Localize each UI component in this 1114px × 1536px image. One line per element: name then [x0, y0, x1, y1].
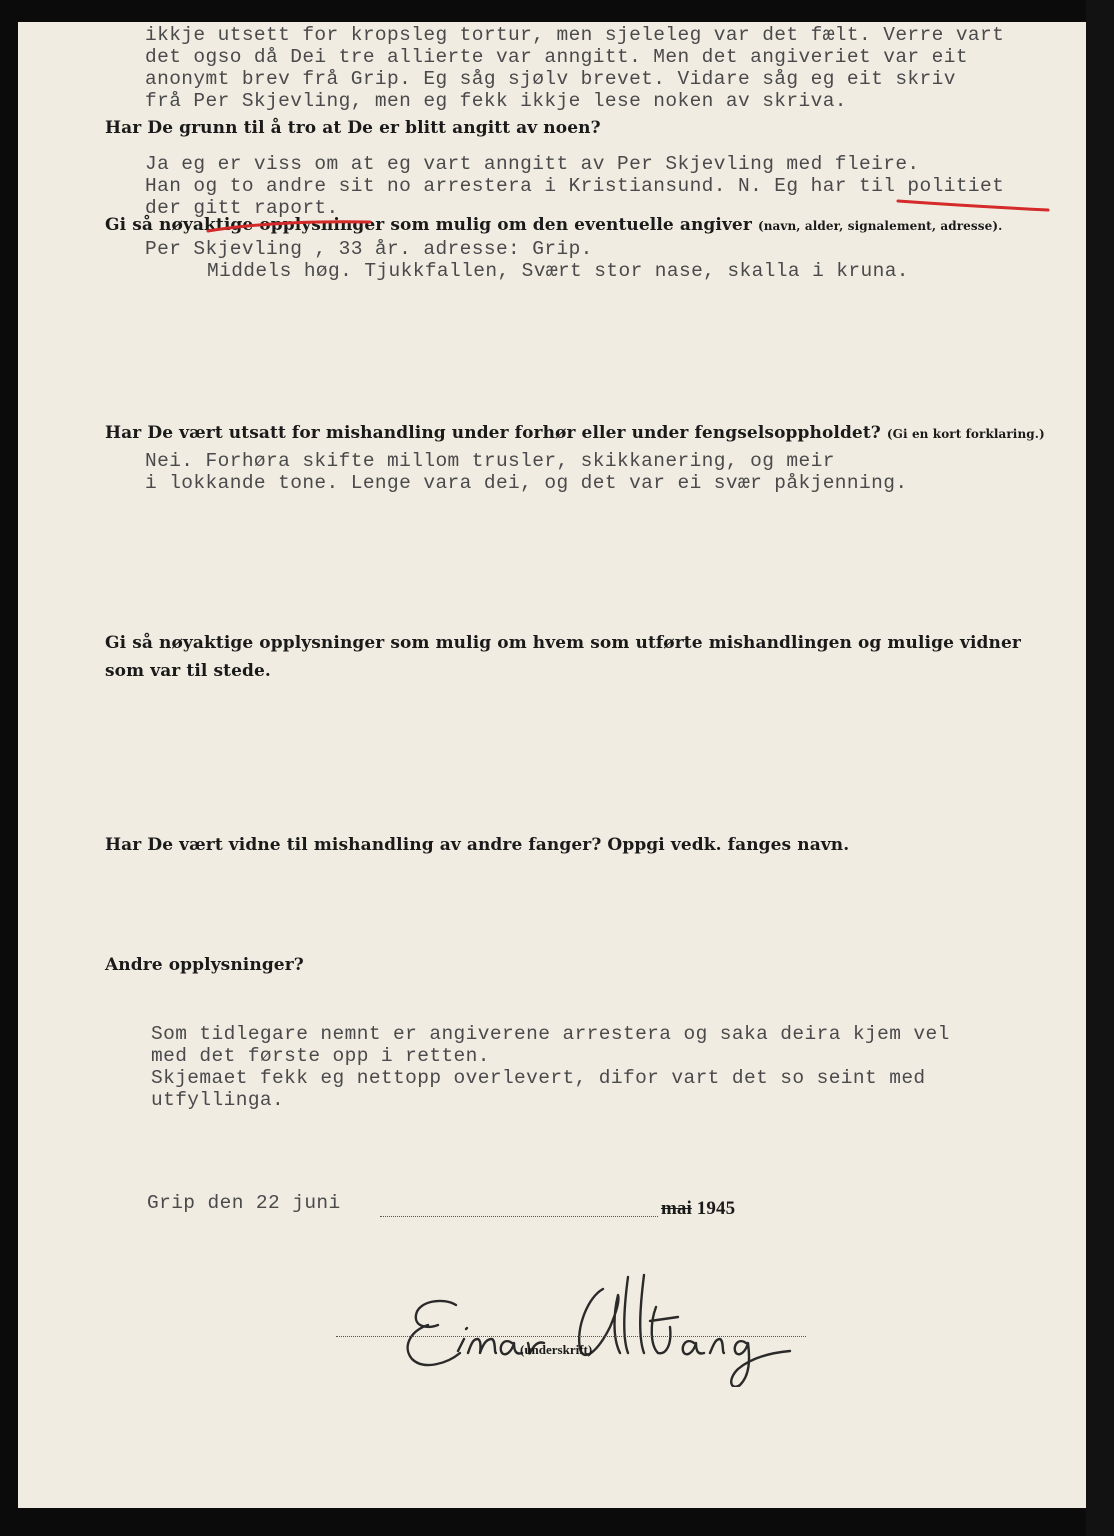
- place-date-typed: Grip den 22 juni: [147, 1192, 341, 1214]
- handwritten-signature: [388, 1267, 818, 1387]
- typed-line: Per Skjevling , 33 år. adresse: Grip.: [145, 238, 593, 260]
- form-page: [18, 22, 1086, 1508]
- typed-line: anonymt brev frå Grip. Eg såg sjølv brevet. Vidare såg eg eit skriv: [145, 68, 956, 90]
- printed-month-struck: mai: [661, 1198, 692, 1219]
- typed-line: Skjemaet fekk eg nettopp overlevert, difor vart det so seint med: [151, 1067, 926, 1089]
- red-underline-marks: [18, 22, 1086, 262]
- typed-line: Han og to andre sit no arrestera i Kristiansund. N. Eg har til politiet: [145, 175, 1005, 197]
- question-informer-label: Gi så nøyaktige opplysninger som mulig om den eventuelle angiver: [105, 215, 752, 235]
- signature-label: (underskrift): [520, 1342, 593, 1357]
- date-dotted-line: [380, 1216, 658, 1217]
- typed-line: frå Per Skjevling, men eg fekk ikkje lese noken av skriva.: [145, 90, 847, 112]
- question-perpetrators-line: Gi så nøyaktige opplysninger som mulig om hvem som utførte mishandlingen og mulige vidner: [105, 633, 1021, 653]
- typed-line: Som tidlegare nemnt er angiverene arrestera og saka deira kjem vel: [151, 1023, 950, 1045]
- question-witness: Har De vært vidne til mishandling av andre fanger? Oppgi vedk. fanges navn.: [105, 835, 850, 855]
- printed-year: 1945: [696, 1198, 736, 1219]
- scan-border: [1086, 0, 1114, 1536]
- question-denounced: Har De grunn til å tro at De er blitt angitt av noen?: [105, 118, 601, 138]
- typed-line: ikkje utsett for kropsleg tortur, men sjeleleg var det fælt. Verre vart: [145, 24, 1005, 46]
- question-mistreatment-hint: (Gi en kort forklaring.): [886, 427, 1045, 441]
- typed-line: utfyllinga.: [151, 1089, 285, 1111]
- answer-other: [151, 1023, 950, 1111]
- typed-line: Middels høg. Tjukkfallen, Svært stor nase, skalla i kruna.: [207, 260, 909, 282]
- typed-line: Ja eg er viss om at eg vart anngitt av Per Skjevling med fleire.: [145, 153, 920, 175]
- question-mistreatment: [105, 423, 1045, 443]
- typed-line: Nei. Forhøra skifte millom trusler, skikkanering, og meir: [145, 450, 835, 472]
- signature-dotted-line: [336, 1336, 806, 1337]
- answer-mistreatment: [145, 450, 907, 494]
- printed-date: [661, 1198, 735, 1220]
- typed-line: det ogso då Dei tre allierte var anngitt. Men det angiveriet var eit: [145, 46, 968, 68]
- question-perpetrators-line: som var til stede.: [105, 661, 271, 681]
- question-mistreatment-label: Har De vært utsatt for mishandling under forhør eller under fengselsoppholdet?: [105, 423, 881, 443]
- question-informer-hint: (navn, alder, signalement, adresse).: [757, 219, 1003, 233]
- typed-line: der gitt raport.: [145, 197, 339, 219]
- typed-line: med det første opp i retten.: [151, 1045, 490, 1067]
- question-other: Andre opplysninger?: [105, 955, 304, 975]
- typed-line: i lokkande tone. Lenge vara dei, og det var ei svær påkjenning.: [145, 472, 908, 494]
- question-perpetrators: [105, 629, 1021, 685]
